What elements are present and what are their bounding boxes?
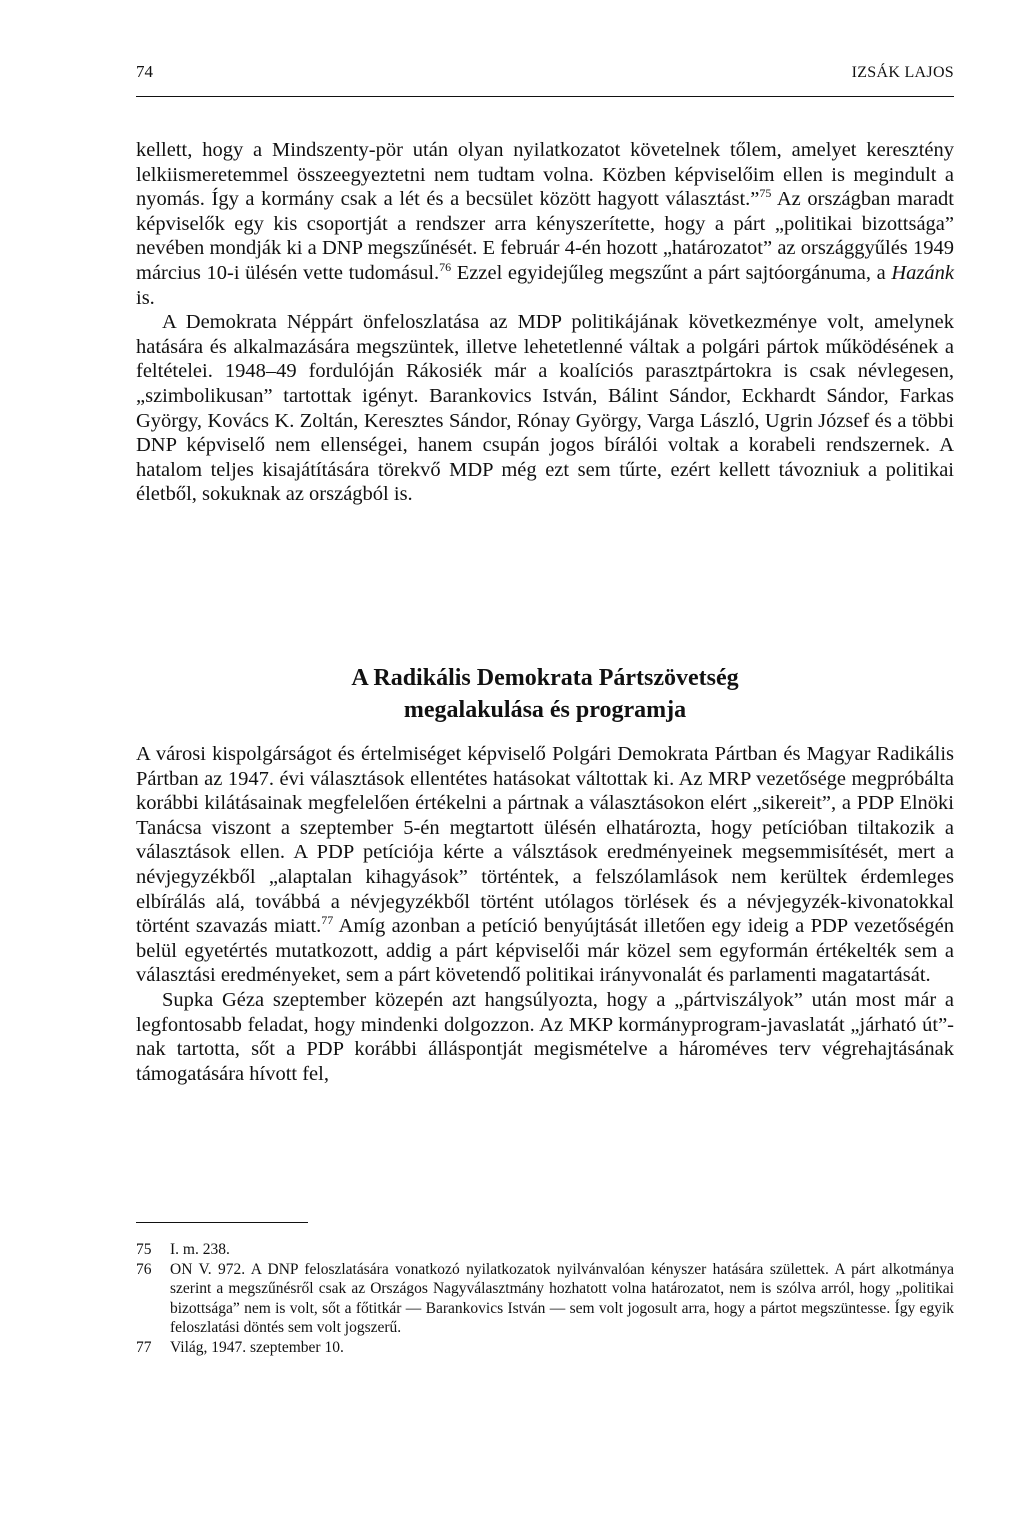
header-rule: [136, 96, 954, 97]
section-text: [136, 742, 954, 1086]
footnote-number: 77: [136, 1338, 152, 1356]
newspaper-title: Hazánk: [891, 261, 954, 284]
footnote-ref-76: 76: [439, 259, 452, 274]
footnote-ref-77: 77: [321, 913, 334, 928]
footnote-text: ON V. 972. A DNP feloszlatására vonatkozó nyilatkozatok nyilvánvalóan kényszer hatására születtek. A párt alkotmánya szerint a megszűnésről csak az Országos Nagyválasztmány hozhatott volna határozatot, nem is szólva arról, hogy „politikai bizottsága” nem is volt, sőt a főtitkár — Barankovics István — sem volt jogosult arra, hogy a pártot megszüntesse. Így egyik feloszlatási döntés sem volt jogszerű.: [170, 1260, 954, 1336]
main-text: [136, 138, 954, 507]
footnote-text: Világ, 1947. szeptember 10.: [170, 1338, 344, 1356]
footnotes: [136, 1240, 954, 1357]
footnote-number: 76: [136, 1260, 152, 1278]
running-title: IZSÁK LAJOS: [851, 64, 954, 81]
page-number: 74: [136, 62, 153, 81]
footnote-77: [136, 1338, 954, 1358]
paragraph-4: Supka Géza szeptember közepén azt hangsúlyozta, hogy a „pártviszályok” után most már a legfontosabb feladat, hogy mindenki dolgozzon. Az MKP kormányprogram-javaslatát „járható út”-nak tartotta, sőt a PDP korábbi álláspontját megismételve a hároméves terv végrehajtásának támogatására hívott fel,: [136, 988, 954, 1085]
section-heading-line-1: A Radikális Demokrata Pártszövetség: [351, 665, 739, 691]
footnote-75: [136, 1240, 954, 1260]
page-header: [136, 62, 954, 82]
paragraph-1-text-c: Ezzel egyidejűleg megszűnt a párt sajtóorgánuma, a: [451, 261, 892, 284]
paragraph-2: A Demokrata Néppárt önfeloszlatása az MDP politikájának következménye volt, amelynek hatására és alkalmazására megszüntek, illetve lehetetlenné váltak a polgári pártok működésének a feltételei. 1948–49 fordulóján Rákosiék már a koalíciós parasztpártokra is csak névlegesen, „szimbolikusan” tartottak igényt. Barankovics István, Bálint Sándor, Eckhardt Sándor, Farkas György, Kovács K. Zoltán, Keresztes Sándor, Rónay György, Varga László, Ugrin József és a többi DNP képviselő nem ellenségei, hanem csupán jogos bírálói voltak a korabeli rendszernek. A hatalom teljes kisajátítására törekvő MDP még ezt sem tűrte, ezért kellett távozniuk a politikai életből, sokuknak az országból is.: [136, 311, 954, 506]
footnote-76: [136, 1260, 954, 1338]
paragraph-1-text-b: Az országban maradt képviselők egy kis csoportját a rendszer arra kényszerítette, hogy a párt „politikai bizottsága” nevében mondják ki a DNP megszűnését. E február 4-én hozott „határozatot” az országgyűlés 1949 március 10-i ülésén vette tudomásul.: [136, 188, 954, 284]
paragraph-1-text-d: is.: [136, 286, 155, 309]
section-heading: [136, 662, 954, 726]
footnote-text: I. m. 238.: [170, 1241, 230, 1258]
footnote-number: 75: [136, 1241, 152, 1258]
paragraph-1-text-a: kellett, hogy a Mindszenty-pör után olyan nyilatkozatot követelnek tőlem, amelyet keresztény lelkiismeretemmel összeegyeztetni nem tudtam volna. Közben képviselőim ellen is megindult a nyomás. Így a kormány csak a lét és a becsület között hagyott választást.”: [136, 139, 954, 211]
footnote-rule: [136, 1222, 308, 1223]
paragraph-1: [136, 138, 954, 310]
paragraph-3: [136, 742, 954, 988]
paragraph-3-text-b: Amíg azonban a petíció benyújtását illetően egy ideig a PDP vezetőségén belül egyetértés mutatkozott, addig a párt képviselői már közel sem egyformán értékelték sem a választási eredményeket, sem a párt követendő politikai irányvonalát és parlamenti magatartását.: [136, 915, 954, 987]
paragraph-3-text-a: A városi kispolgárságot és értelmiséget képviselő Polgári Demokrata Pártban és Magyar Radikális Pártban az 1947. évi választások ellentétes hatásokat váltottak ki. Az MRP vezetősége megpróbálta korábbi kilátásainak megfelelően értékelni a pártnak a választásokon elért „sikereit”, a PDP Elnöki Tanácsa viszont a szeptember 5-én megtartott ülésén elhatározta, hogy petícióban tiltakozik a választások ellen. A PDP petíciója kérte a válsztások eredményeinek megsemmisítését, mert a névjegyzékből „alaptalan kihagyások” történtek, a felszólamlások nem kerültek érdemleges elbírálás alá, továbbá a névjegyzékből történt utólagos törlések és a névjegyzék-kivonatokkal történt szavazás miatt.: [136, 743, 954, 938]
footnote-ref-75: 75: [759, 186, 772, 201]
section-heading-line-2: megalakulása és programja: [403, 697, 687, 723]
